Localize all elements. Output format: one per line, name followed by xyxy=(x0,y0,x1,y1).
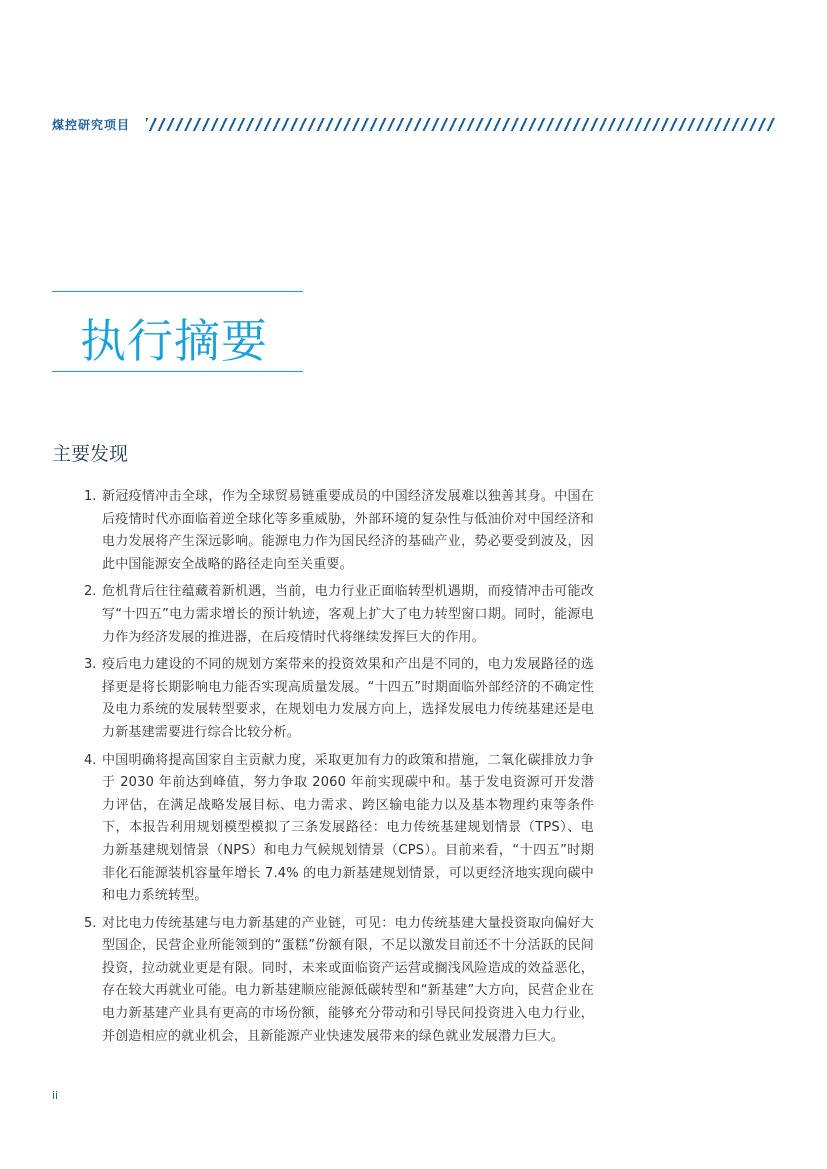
page-number: ii xyxy=(52,1089,59,1102)
findings-list xyxy=(84,486,594,1053)
finding-text: 新冠疫情冲击全球，作为全球贸易链重要成员的中国经济发展难以独善其身。中国在后疫情时代亦面临着逆全球化等多重威胁，外部环境的复杂性与低油价对中国经济和电力发展将产生深远影响。能源电力作为国民经济的基础产业，势必要受到波及，因此中国能源安全战略的路径走向至关重要。 xyxy=(102,489,594,572)
finding-number: 1. xyxy=(84,489,97,504)
title-rule-bottom xyxy=(52,371,303,372)
finding-text: 中国明确将提高国家自主贡献力度，采取更加有力的政策和措施，二氧化碳排放力争于 2030 年前达到峰值，努力争取 2060 年前实现碳中和。基于发电资源可开发潜力评估，在满足战略发展目标、电力需求、跨区输电能力以及基本物理约束等条件下，本报告利用规划模型模拟了三条发展路径：电力传统基建规划情景（TPS）、电力新基建规划情景（NPS）和电力气候规划情景（CPS）。目前来看，“十四五”时期非化石能源装机容量年增长 7.4% 的电力新基建规划情景，可以更经济地实现向碳中和电力系统转型。 xyxy=(102,752,594,904)
finding-number: 2. xyxy=(84,584,97,600)
finding-number: 5. xyxy=(84,915,97,931)
title-rule-top xyxy=(52,291,303,292)
page-title: 执行摘要 xyxy=(80,314,268,368)
section-heading: 主要发现 xyxy=(52,443,129,465)
finding-number: 4. xyxy=(84,752,97,768)
finding-number: 3. xyxy=(84,657,97,673)
project-label: 煤控研究项目 xyxy=(52,118,131,132)
finding-item-4 xyxy=(84,750,594,908)
finding-item-2 xyxy=(84,581,594,649)
finding-text: 危机背后往往蕴藏着新机遇，当前，电力行业正面临转型机遇期，而疫情冲击可能改写“十四五”电力需求增长的预计轨迹，客观上扩大了电力转型窗口期。同时，能源电力作为经济发展的推进器，在后疫情时代将继续发挥巨大的作用。 xyxy=(102,584,594,645)
finding-item-3 xyxy=(84,654,594,744)
finding-text: 疫后电力建设的不同的规划方案带来的投资效果和产出是不同的，电力发展路径的选择更是将长期影响电力能否实现高质量发展。“十四五”时期面临外部经济的不确定性及电力系统的发展转型要求，在规划电力发展方向上，选择发展电力传统基建还是电力新基建需要进行综合比较分析。 xyxy=(102,657,594,740)
header-hatch-divider xyxy=(146,118,776,131)
finding-text: 对比电力传统基建与电力新基建的产业链，可见：电力传统基建大量投资取向偏好大型国企，民营企业所能领到的“蛋糕”份额有限，不足以激发目前还不十分活跃的民间投资，拉动就业更是有限。同时，未来或面临资产运营或搁浅风险造成的效益恶化，存在较大再就业可能。电力新基建顺应能源低碳转型和“新基建”大方向，民营企业在电力新基建产业具有更高的市场份额，能够充分带动和引导民间投资进入电力行业，并创造相应的就业机会，且新能源产业快速发展带来的绿色就业发展潜力巨大。 xyxy=(102,915,594,1044)
finding-item-5 xyxy=(84,913,594,1049)
finding-item-1 xyxy=(84,486,594,576)
